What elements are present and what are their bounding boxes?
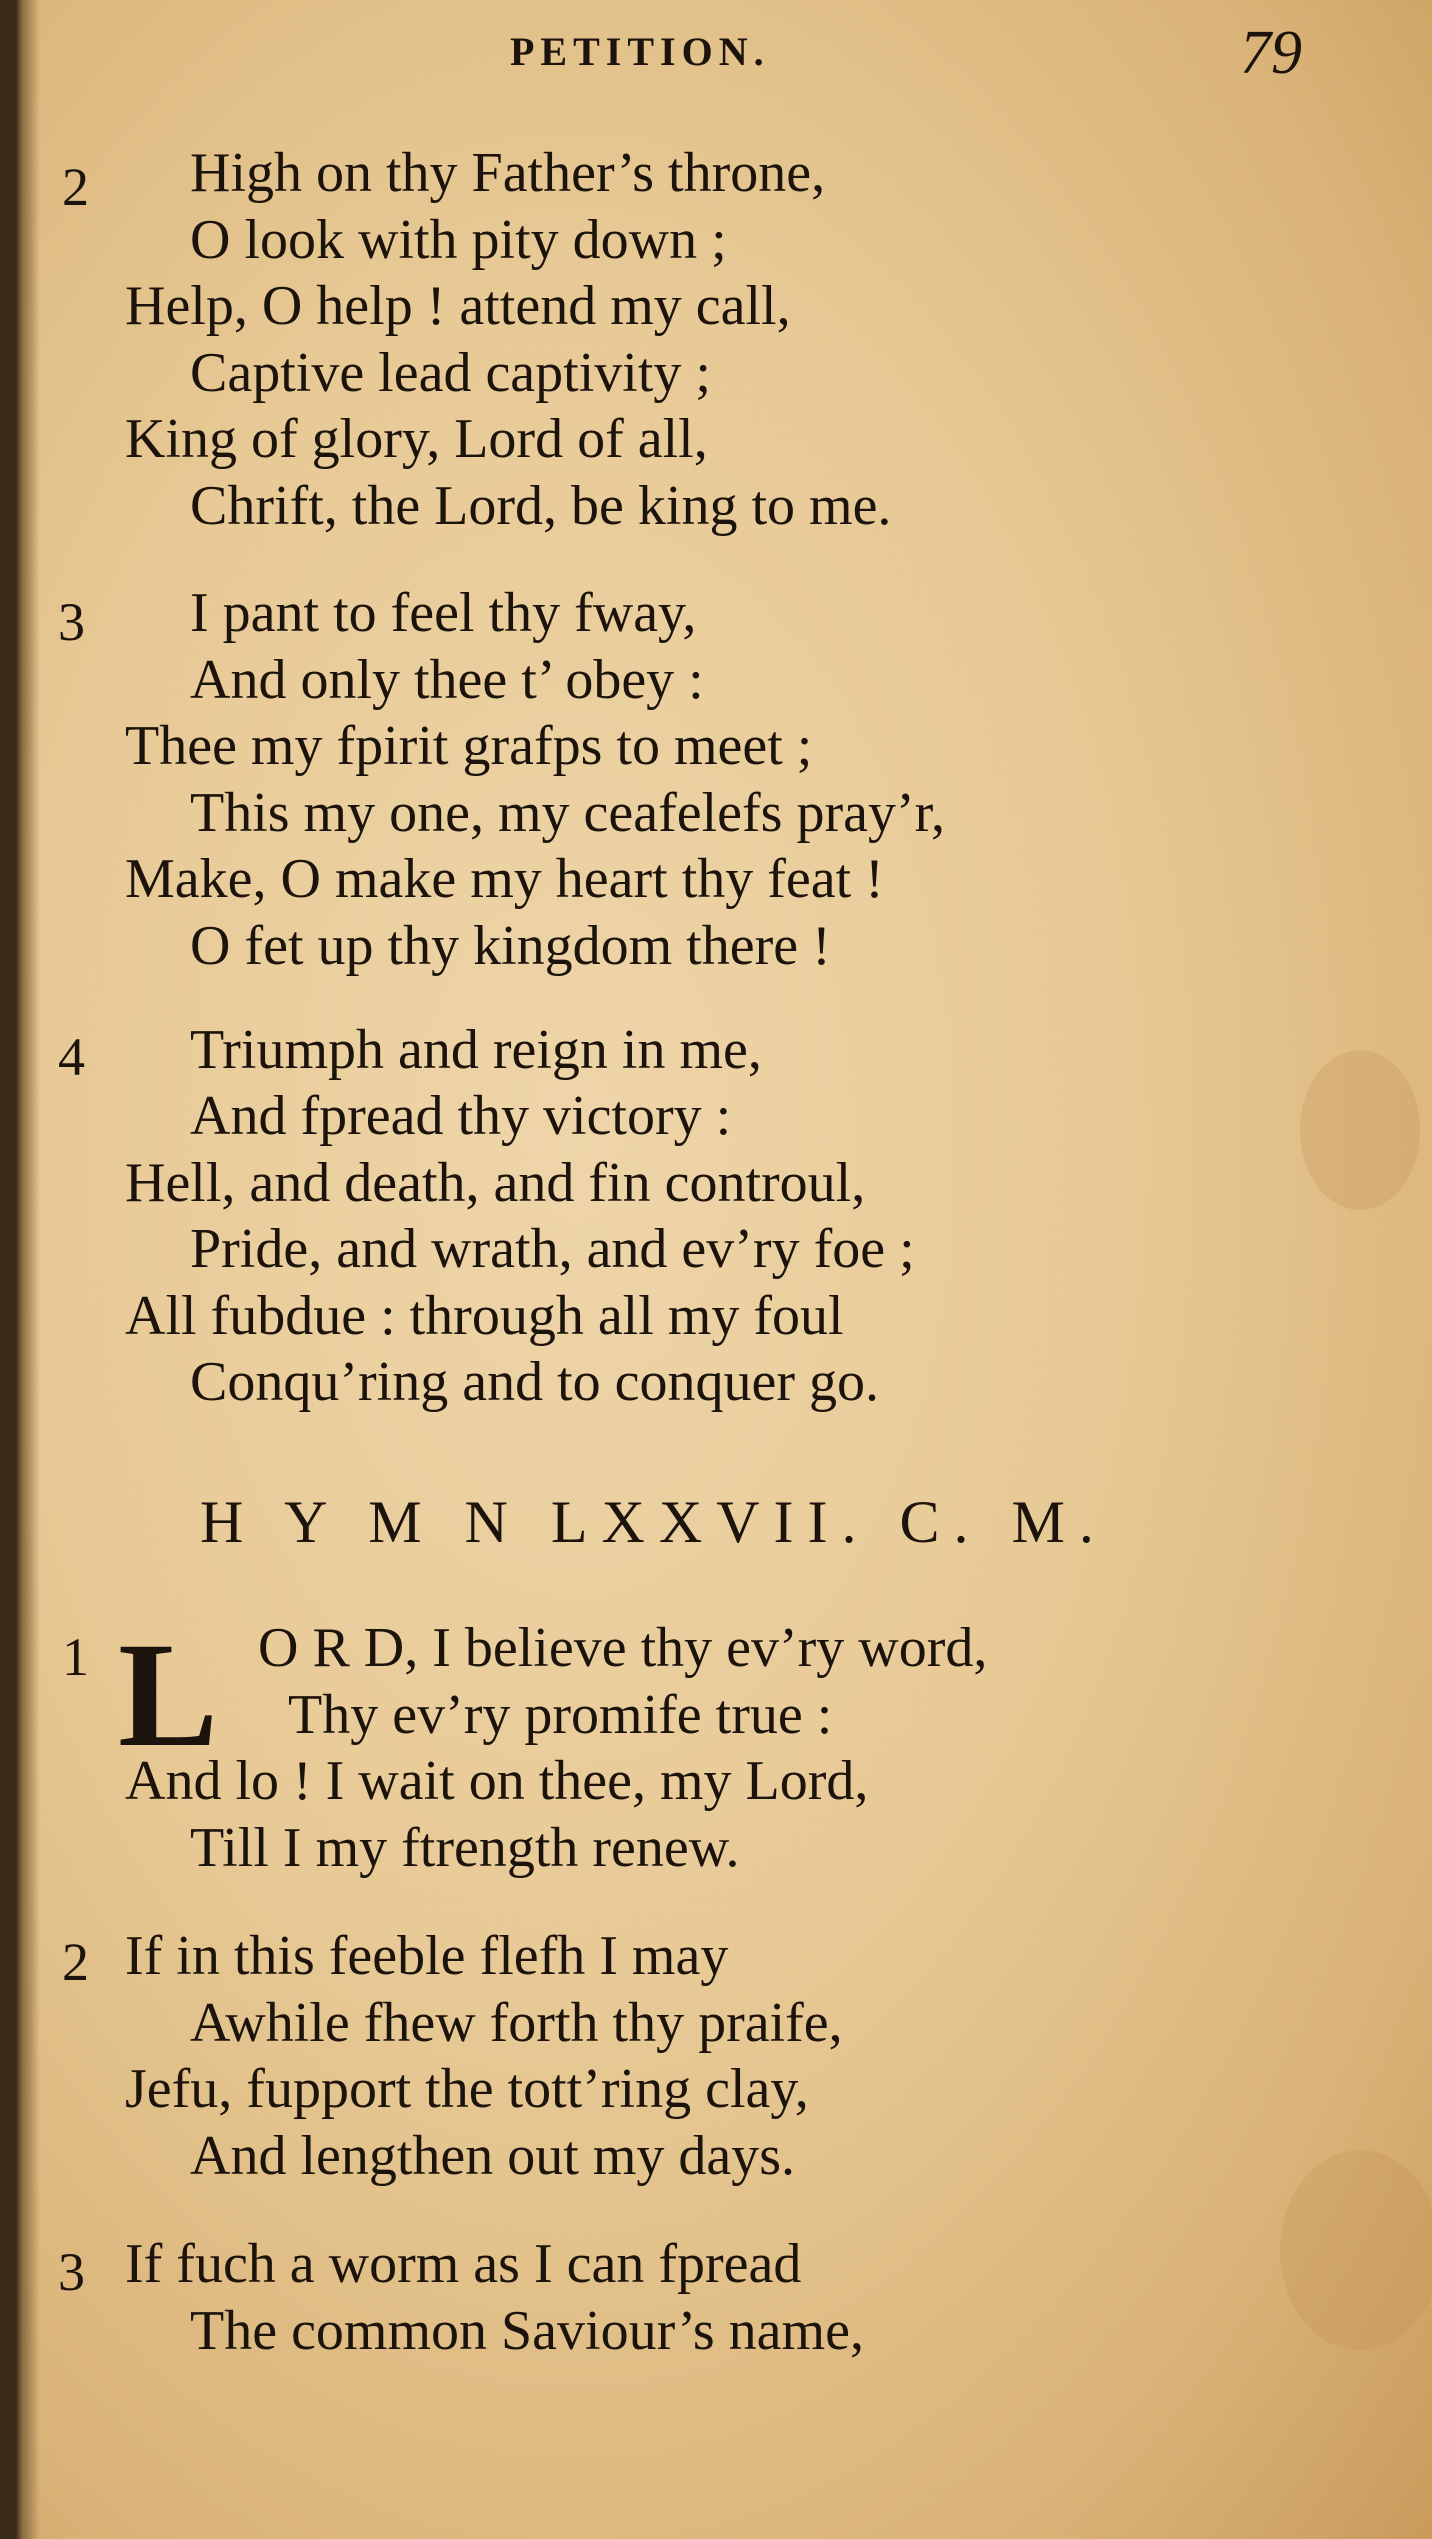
verse-line: O look with pity down ; (190, 209, 727, 271)
verse-line: Help, O help ! attend my call, (125, 275, 791, 337)
paper-stain (1280, 2150, 1432, 2350)
verse-line: All fubdue : through all my foul (125, 1285, 844, 1347)
verse-line: Chrift, the Lord, be king to me. (190, 475, 892, 537)
stanza-number: 3 (58, 2242, 85, 2302)
verse-line: High on thy Father’s throne, (190, 142, 826, 204)
verse-line: Thee my fpirit grafps to meet ; (125, 715, 813, 777)
drop-cap: L (118, 1612, 219, 1778)
stanza-number: 2 (62, 157, 89, 217)
verse-line: King of glory, Lord of all, (125, 408, 708, 470)
verse-line: O R D, I believe thy ev’ry word, (258, 1617, 988, 1679)
verse-line: Triumph and reign in me, (190, 1019, 762, 1081)
stanza-number: 2 (62, 1932, 89, 1992)
paper-stain (1300, 1050, 1420, 1210)
verse-line: This my one, my ceafelefs pray’r, (190, 782, 946, 844)
verse-line: I pant to feel thy fway, (190, 582, 697, 644)
page-gutter (0, 0, 40, 2539)
verse-line: If fuch a worm as I can fpread (125, 2233, 802, 2295)
verse-line: Thy ev’ry promife true : (288, 1684, 833, 1746)
verse-line: Conqu’ring and to conquer go. (190, 1351, 879, 1413)
verse-line: Make, O make my heart thy feat ! (125, 848, 884, 910)
verse-line: O fet up thy kingdom there ! (190, 915, 831, 977)
hymn-title: H Y M N LXXVII. C. M. (200, 1489, 1108, 1555)
stanza-number: 4 (58, 1027, 85, 1087)
verse-line: Pride, and wrath, and ev’ry foe ; (190, 1218, 915, 1280)
stanza-number: 1 (62, 1627, 89, 1687)
verse-line: And only thee t’ obey : (190, 649, 704, 711)
verse-line: Till I my ftrength renew. (190, 1817, 740, 1879)
verse-line: Hell, and death, and fin controul, (125, 1152, 866, 1214)
page-number: 79 (1240, 19, 1302, 87)
verse-line: And lengthen out my days. (190, 2125, 796, 2187)
running-head: PETITION. (510, 29, 770, 74)
verse-line: Captive lead captivity ; (190, 342, 711, 404)
verse-line: If in this feeble flefh I may (125, 1925, 729, 1987)
verse-line: And fpread thy victory : (190, 1085, 732, 1147)
verse-line: The common Saviour’s name, (190, 2300, 864, 2362)
stanza-number: 3 (58, 592, 85, 652)
verse-line: Jefu, fupport the tott’ring clay, (125, 2058, 809, 2120)
verse-line: Awhile fhew forth thy praife, (190, 1992, 843, 2054)
verse-line: And lo ! I wait on thee, my Lord, (125, 1750, 869, 1812)
